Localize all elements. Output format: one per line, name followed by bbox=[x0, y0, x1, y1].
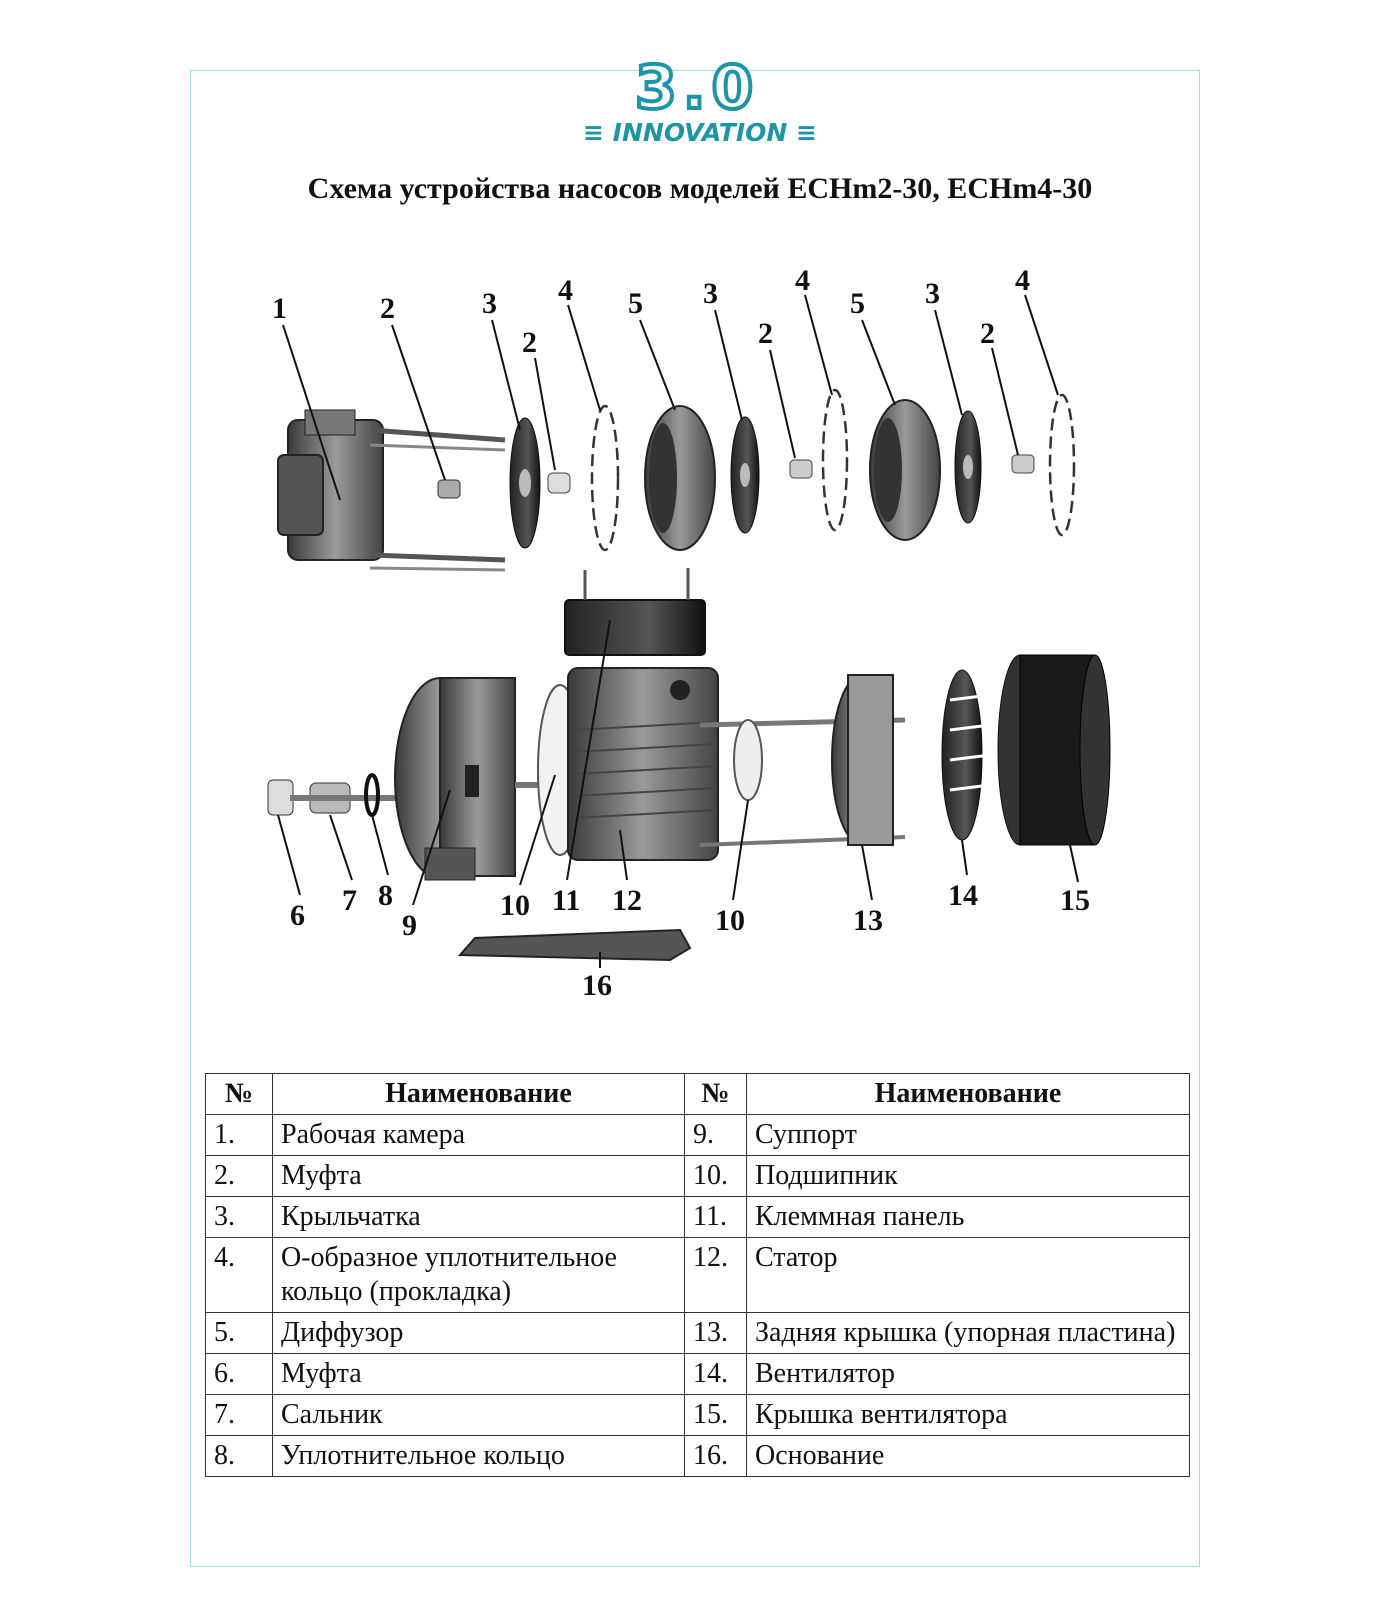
terminal-box-part bbox=[565, 568, 705, 655]
part-number: 6. bbox=[206, 1354, 273, 1395]
callout: 10 bbox=[500, 889, 530, 922]
table-header: Наименование bbox=[747, 1074, 1190, 1115]
part-name: Суппорт bbox=[747, 1115, 1190, 1156]
part-name: Крыльчатка bbox=[273, 1197, 685, 1238]
part-name: О-образное уплотнительное кольцо (прокладка) bbox=[273, 1238, 685, 1313]
table-header: № bbox=[206, 1074, 273, 1115]
table-row bbox=[206, 1238, 1190, 1313]
part-number: 15. bbox=[685, 1395, 747, 1436]
part-number: 12. bbox=[685, 1238, 747, 1313]
part-name: Статор bbox=[747, 1238, 1190, 1313]
part-name: Основание bbox=[747, 1436, 1190, 1477]
callout: 4 bbox=[795, 264, 810, 297]
part-number: 3. bbox=[206, 1197, 273, 1238]
callout: 14 bbox=[948, 879, 978, 912]
callout: 12 bbox=[612, 884, 642, 917]
impeller-part bbox=[731, 417, 759, 533]
table-row bbox=[206, 1115, 1190, 1156]
part-number: 7. bbox=[206, 1395, 273, 1436]
callout: 13 bbox=[853, 904, 883, 937]
callout: 2 bbox=[522, 326, 537, 359]
callout: 3 bbox=[482, 287, 497, 320]
callout: 8 bbox=[378, 879, 393, 912]
table-header: № bbox=[685, 1074, 747, 1115]
callout: 15 bbox=[1060, 884, 1090, 917]
impeller-part bbox=[955, 411, 981, 523]
part-name: Рабочая камера bbox=[273, 1115, 685, 1156]
o-ring-part bbox=[592, 406, 618, 550]
part-name: Уплотнительное кольцо bbox=[273, 1436, 685, 1477]
part-number: 16. bbox=[685, 1436, 747, 1477]
table-row bbox=[206, 1354, 1190, 1395]
fan-cover-part bbox=[998, 655, 1110, 845]
part-number: 1. bbox=[206, 1115, 273, 1156]
logo-number: 3.0 bbox=[635, 53, 760, 123]
logo-wordmark: ≡ INNOVATION ≡ bbox=[583, 118, 817, 147]
bearing-part bbox=[734, 720, 762, 800]
callout: 16 bbox=[582, 969, 612, 1002]
callout: 1 bbox=[272, 292, 287, 325]
part-name: Муфта bbox=[273, 1354, 685, 1395]
support-part bbox=[395, 678, 560, 880]
part-name: Крышка вентилятора bbox=[747, 1395, 1190, 1436]
coupling-part bbox=[548, 473, 570, 493]
coupling-part bbox=[268, 780, 293, 815]
part-number: 11. bbox=[685, 1197, 747, 1238]
page-title: Схема устройства насосов моделей ECHm2-30, ECHm4-30 bbox=[307, 172, 1093, 205]
part-number: 4. bbox=[206, 1238, 273, 1313]
part-number: 14. bbox=[685, 1354, 747, 1395]
callout: 10 bbox=[715, 904, 745, 937]
table-row bbox=[206, 1156, 1190, 1197]
callout: 4 bbox=[558, 274, 573, 307]
impeller-part bbox=[510, 418, 540, 548]
fan-part bbox=[942, 670, 990, 840]
part-number: 10. bbox=[685, 1156, 747, 1197]
parts-table bbox=[205, 1073, 1190, 1477]
o-ring-part bbox=[823, 390, 847, 530]
callout: 2 bbox=[380, 292, 395, 325]
part-number: 9. bbox=[685, 1115, 747, 1156]
table-row bbox=[206, 1395, 1190, 1436]
table-row bbox=[206, 1197, 1190, 1238]
part-name: Сальник bbox=[273, 1395, 685, 1436]
base-part bbox=[460, 930, 690, 960]
table-header-row bbox=[206, 1074, 1190, 1115]
callout: 5 bbox=[850, 287, 865, 320]
part-name: Задняя крышка (упорная пластина) bbox=[747, 1313, 1190, 1354]
part-name: Клеммная панель bbox=[747, 1197, 1190, 1238]
part-number: 5. bbox=[206, 1313, 273, 1354]
rear-cover-part bbox=[832, 675, 893, 845]
callout: 3 bbox=[703, 277, 718, 310]
callout: 9 bbox=[402, 909, 417, 942]
part-name: Подшипник bbox=[747, 1156, 1190, 1197]
callout: 11 bbox=[552, 884, 581, 917]
callout: 2 bbox=[758, 317, 773, 350]
diffuser-part bbox=[645, 406, 715, 550]
callout: 6 bbox=[290, 899, 305, 932]
callout: 2 bbox=[980, 317, 995, 350]
coupling-part bbox=[790, 460, 812, 478]
part-name: Диффузор bbox=[273, 1313, 685, 1354]
pump-chamber-part bbox=[278, 410, 505, 570]
callout: 7 bbox=[342, 884, 357, 917]
table-header: Наименование bbox=[273, 1074, 685, 1115]
part-number: 2. bbox=[206, 1156, 273, 1197]
callout: 5 bbox=[628, 287, 643, 320]
table-row bbox=[206, 1313, 1190, 1354]
part-name: Муфта bbox=[273, 1156, 685, 1197]
o-ring-part bbox=[1050, 395, 1074, 535]
diffuser-part bbox=[870, 400, 940, 540]
part-number: 8. bbox=[206, 1436, 273, 1477]
callout: 3 bbox=[925, 277, 940, 310]
callout: 4 bbox=[1015, 264, 1030, 297]
coupling-part bbox=[1012, 455, 1034, 473]
coupling-part bbox=[438, 480, 460, 498]
table-row bbox=[206, 1436, 1190, 1477]
part-name: Вентилятор bbox=[747, 1354, 1190, 1395]
part-number: 13. bbox=[685, 1313, 747, 1354]
